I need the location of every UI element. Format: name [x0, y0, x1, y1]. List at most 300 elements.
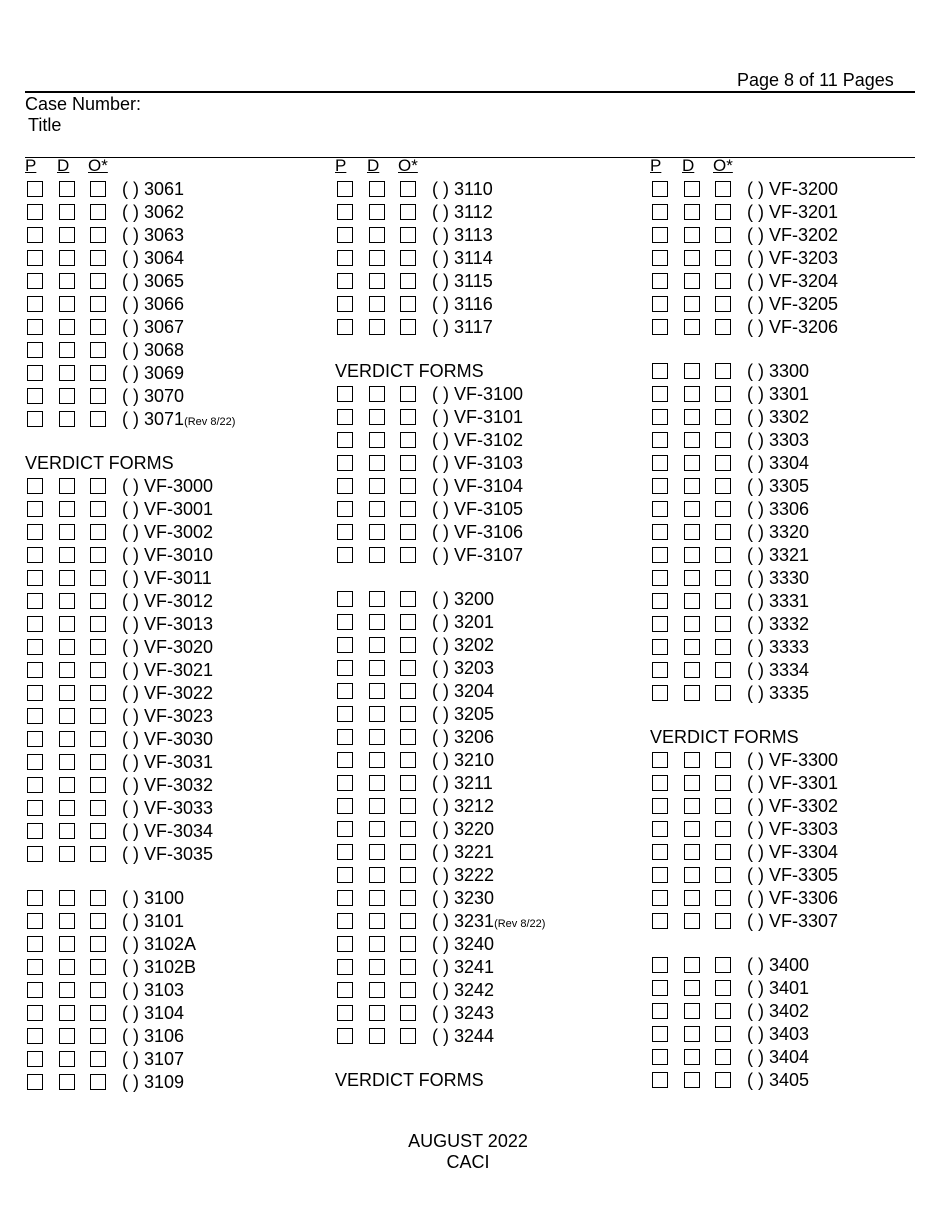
p-checkbox[interactable] — [27, 296, 43, 312]
selection-paren[interactable]: ( ) — [747, 476, 764, 496]
d-checkbox[interactable] — [684, 296, 700, 312]
d-checkbox[interactable] — [369, 660, 385, 676]
d-checkbox[interactable] — [684, 821, 700, 837]
p-checkbox[interactable] — [337, 250, 353, 266]
d-checkbox[interactable] — [684, 319, 700, 335]
d-checkbox[interactable] — [684, 639, 700, 655]
selection-paren[interactable]: ( ) — [122, 1026, 139, 1046]
d-checkbox[interactable] — [59, 823, 75, 839]
o-checkbox[interactable] — [400, 204, 416, 220]
selection-paren[interactable]: ( ) — [122, 911, 139, 931]
p-checkbox[interactable] — [652, 204, 668, 220]
selection-paren[interactable]: ( ) — [122, 844, 139, 864]
d-checkbox[interactable] — [684, 867, 700, 883]
p-checkbox[interactable] — [652, 181, 668, 197]
p-checkbox[interactable] — [652, 616, 668, 632]
o-checkbox[interactable] — [90, 982, 106, 998]
d-checkbox[interactable] — [59, 1005, 75, 1021]
selection-paren[interactable]: ( ) — [747, 773, 764, 793]
d-checkbox[interactable] — [369, 227, 385, 243]
selection-paren[interactable]: ( ) — [432, 727, 449, 747]
o-checkbox[interactable] — [90, 250, 106, 266]
o-checkbox[interactable] — [90, 662, 106, 678]
p-checkbox[interactable] — [652, 409, 668, 425]
o-checkbox[interactable] — [715, 455, 731, 471]
selection-paren[interactable]: ( ) — [747, 568, 764, 588]
d-checkbox[interactable] — [369, 982, 385, 998]
selection-paren[interactable]: ( ) — [432, 545, 449, 565]
p-checkbox[interactable] — [337, 455, 353, 471]
d-checkbox[interactable] — [59, 342, 75, 358]
d-checkbox[interactable] — [684, 890, 700, 906]
d-checkbox[interactable] — [369, 913, 385, 929]
selection-paren[interactable]: ( ) — [432, 476, 449, 496]
d-checkbox[interactable] — [59, 365, 75, 381]
o-checkbox[interactable] — [400, 913, 416, 929]
selection-paren[interactable]: ( ) — [122, 202, 139, 222]
p-checkbox[interactable] — [652, 752, 668, 768]
selection-paren[interactable]: ( ) — [122, 1072, 139, 1092]
selection-paren[interactable]: ( ) — [432, 796, 449, 816]
selection-paren[interactable]: ( ) — [747, 819, 764, 839]
selection-paren[interactable]: ( ) — [122, 683, 139, 703]
selection-paren[interactable]: ( ) — [432, 1026, 449, 1046]
selection-paren[interactable]: ( ) — [747, 499, 764, 519]
o-checkbox[interactable] — [90, 685, 106, 701]
d-checkbox[interactable] — [59, 890, 75, 906]
o-checkbox[interactable] — [715, 844, 731, 860]
o-checkbox[interactable] — [400, 591, 416, 607]
o-checkbox[interactable] — [400, 478, 416, 494]
p-checkbox[interactable] — [652, 227, 668, 243]
selection-paren[interactable]: ( ) — [432, 635, 449, 655]
o-checkbox[interactable] — [400, 386, 416, 402]
selection-paren[interactable]: ( ) — [747, 842, 764, 862]
selection-paren[interactable]: ( ) — [432, 248, 449, 268]
selection-paren[interactable]: ( ) — [747, 248, 764, 268]
p-checkbox[interactable] — [652, 319, 668, 335]
p-checkbox[interactable] — [27, 365, 43, 381]
selection-paren[interactable]: ( ) — [747, 978, 764, 998]
o-checkbox[interactable] — [400, 798, 416, 814]
o-checkbox[interactable] — [715, 980, 731, 996]
p-checkbox[interactable] — [27, 639, 43, 655]
o-checkbox[interactable] — [400, 273, 416, 289]
selection-paren[interactable]: ( ) — [747, 361, 764, 381]
o-checkbox[interactable] — [400, 821, 416, 837]
p-checkbox[interactable] — [337, 478, 353, 494]
selection-paren[interactable]: ( ) — [747, 637, 764, 657]
o-checkbox[interactable] — [715, 639, 731, 655]
o-checkbox[interactable] — [715, 319, 731, 335]
p-checkbox[interactable] — [27, 570, 43, 586]
d-checkbox[interactable] — [684, 181, 700, 197]
selection-paren[interactable]: ( ) — [747, 911, 764, 931]
p-checkbox[interactable] — [27, 204, 43, 220]
o-checkbox[interactable] — [90, 524, 106, 540]
p-checkbox[interactable] — [652, 524, 668, 540]
o-checkbox[interactable] — [400, 706, 416, 722]
o-checkbox[interactable] — [715, 524, 731, 540]
o-checkbox[interactable] — [400, 752, 416, 768]
selection-paren[interactable]: ( ) — [432, 225, 449, 245]
p-checkbox[interactable] — [652, 1026, 668, 1042]
d-checkbox[interactable] — [369, 204, 385, 220]
p-checkbox[interactable] — [652, 821, 668, 837]
p-checkbox[interactable] — [652, 455, 668, 471]
d-checkbox[interactable] — [684, 204, 700, 220]
o-checkbox[interactable] — [715, 913, 731, 929]
d-checkbox[interactable] — [369, 478, 385, 494]
d-checkbox[interactable] — [684, 616, 700, 632]
p-checkbox[interactable] — [337, 637, 353, 653]
o-checkbox[interactable] — [400, 1005, 416, 1021]
o-checkbox[interactable] — [90, 890, 106, 906]
o-checkbox[interactable] — [90, 204, 106, 220]
p-checkbox[interactable] — [27, 616, 43, 632]
p-checkbox[interactable] — [337, 204, 353, 220]
selection-paren[interactable]: ( ) — [122, 660, 139, 680]
selection-paren[interactable]: ( ) — [432, 179, 449, 199]
p-checkbox[interactable] — [27, 800, 43, 816]
selection-paren[interactable]: ( ) — [432, 407, 449, 427]
d-checkbox[interactable] — [684, 501, 700, 517]
p-checkbox[interactable] — [337, 729, 353, 745]
p-checkbox[interactable] — [27, 547, 43, 563]
selection-paren[interactable]: ( ) — [747, 384, 764, 404]
o-checkbox[interactable] — [715, 363, 731, 379]
p-checkbox[interactable] — [337, 591, 353, 607]
p-checkbox[interactable] — [27, 478, 43, 494]
p-checkbox[interactable] — [27, 846, 43, 862]
d-checkbox[interactable] — [59, 662, 75, 678]
selection-paren[interactable]: ( ) — [432, 294, 449, 314]
d-checkbox[interactable] — [369, 844, 385, 860]
selection-paren[interactable]: ( ) — [122, 522, 139, 542]
selection-paren[interactable]: ( ) — [747, 545, 764, 565]
p-checkbox[interactable] — [27, 913, 43, 929]
selection-paren[interactable]: ( ) — [122, 271, 139, 291]
p-checkbox[interactable] — [27, 273, 43, 289]
o-checkbox[interactable] — [90, 365, 106, 381]
p-checkbox[interactable] — [337, 501, 353, 517]
d-checkbox[interactable] — [59, 731, 75, 747]
p-checkbox[interactable] — [652, 957, 668, 973]
o-checkbox[interactable] — [90, 800, 106, 816]
o-checkbox[interactable] — [90, 823, 106, 839]
o-checkbox[interactable] — [715, 821, 731, 837]
o-checkbox[interactable] — [90, 616, 106, 632]
d-checkbox[interactable] — [369, 959, 385, 975]
p-checkbox[interactable] — [27, 411, 43, 427]
o-checkbox[interactable] — [90, 547, 106, 563]
d-checkbox[interactable] — [684, 593, 700, 609]
o-checkbox[interactable] — [715, 181, 731, 197]
d-checkbox[interactable] — [684, 227, 700, 243]
p-checkbox[interactable] — [652, 570, 668, 586]
selection-paren[interactable]: ( ) — [747, 683, 764, 703]
p-checkbox[interactable] — [337, 1028, 353, 1044]
p-checkbox[interactable] — [337, 706, 353, 722]
selection-paren[interactable]: ( ) — [122, 980, 139, 1000]
o-checkbox[interactable] — [90, 342, 106, 358]
d-checkbox[interactable] — [59, 250, 75, 266]
o-checkbox[interactable] — [90, 570, 106, 586]
selection-paren[interactable]: ( ) — [747, 294, 764, 314]
o-checkbox[interactable] — [715, 227, 731, 243]
o-checkbox[interactable] — [90, 959, 106, 975]
o-checkbox[interactable] — [715, 867, 731, 883]
o-checkbox[interactable] — [90, 273, 106, 289]
selection-paren[interactable]: ( ) — [122, 294, 139, 314]
selection-paren[interactable]: ( ) — [122, 637, 139, 657]
o-checkbox[interactable] — [400, 547, 416, 563]
d-checkbox[interactable] — [369, 386, 385, 402]
o-checkbox[interactable] — [400, 959, 416, 975]
o-checkbox[interactable] — [400, 432, 416, 448]
selection-paren[interactable]: ( ) — [122, 499, 139, 519]
selection-paren[interactable]: ( ) — [747, 453, 764, 473]
d-checkbox[interactable] — [369, 936, 385, 952]
selection-paren[interactable]: ( ) — [122, 386, 139, 406]
selection-paren[interactable]: ( ) — [122, 409, 139, 429]
d-checkbox[interactable] — [369, 524, 385, 540]
o-checkbox[interactable] — [400, 524, 416, 540]
o-checkbox[interactable] — [715, 204, 731, 220]
p-checkbox[interactable] — [337, 1005, 353, 1021]
d-checkbox[interactable] — [59, 777, 75, 793]
p-checkbox[interactable] — [337, 409, 353, 425]
o-checkbox[interactable] — [715, 1003, 731, 1019]
p-checkbox[interactable] — [337, 798, 353, 814]
d-checkbox[interactable] — [59, 570, 75, 586]
d-checkbox[interactable] — [684, 844, 700, 860]
d-checkbox[interactable] — [684, 913, 700, 929]
selection-paren[interactable]: ( ) — [747, 660, 764, 680]
selection-paren[interactable]: ( ) — [122, 591, 139, 611]
d-checkbox[interactable] — [59, 639, 75, 655]
p-checkbox[interactable] — [27, 593, 43, 609]
selection-paren[interactable]: ( ) — [122, 568, 139, 588]
o-checkbox[interactable] — [715, 593, 731, 609]
o-checkbox[interactable] — [400, 227, 416, 243]
selection-paren[interactable]: ( ) — [747, 591, 764, 611]
o-checkbox[interactable] — [400, 775, 416, 791]
p-checkbox[interactable] — [27, 823, 43, 839]
p-checkbox[interactable] — [337, 936, 353, 952]
p-checkbox[interactable] — [337, 913, 353, 929]
p-checkbox[interactable] — [27, 754, 43, 770]
o-checkbox[interactable] — [90, 227, 106, 243]
p-checkbox[interactable] — [27, 959, 43, 975]
d-checkbox[interactable] — [59, 501, 75, 517]
selection-paren[interactable]: ( ) — [432, 980, 449, 1000]
p-checkbox[interactable] — [652, 1049, 668, 1065]
selection-paren[interactable]: ( ) — [747, 614, 764, 634]
d-checkbox[interactable] — [684, 432, 700, 448]
p-checkbox[interactable] — [337, 982, 353, 998]
selection-paren[interactable]: ( ) — [122, 340, 139, 360]
p-checkbox[interactable] — [337, 660, 353, 676]
selection-paren[interactable]: ( ) — [432, 819, 449, 839]
p-checkbox[interactable] — [652, 639, 668, 655]
p-checkbox[interactable] — [652, 273, 668, 289]
d-checkbox[interactable] — [684, 478, 700, 494]
selection-paren[interactable]: ( ) — [122, 545, 139, 565]
o-checkbox[interactable] — [90, 936, 106, 952]
o-checkbox[interactable] — [400, 844, 416, 860]
p-checkbox[interactable] — [337, 273, 353, 289]
o-checkbox[interactable] — [90, 1005, 106, 1021]
p-checkbox[interactable] — [337, 432, 353, 448]
o-checkbox[interactable] — [400, 319, 416, 335]
p-checkbox[interactable] — [27, 936, 43, 952]
o-checkbox[interactable] — [90, 411, 106, 427]
p-checkbox[interactable] — [652, 913, 668, 929]
p-checkbox[interactable] — [652, 798, 668, 814]
o-checkbox[interactable] — [715, 752, 731, 768]
selection-paren[interactable]: ( ) — [747, 407, 764, 427]
o-checkbox[interactable] — [90, 319, 106, 335]
selection-paren[interactable]: ( ) — [432, 271, 449, 291]
selection-paren[interactable]: ( ) — [122, 934, 139, 954]
d-checkbox[interactable] — [59, 296, 75, 312]
d-checkbox[interactable] — [684, 524, 700, 540]
d-checkbox[interactable] — [369, 1028, 385, 1044]
p-checkbox[interactable] — [27, 1074, 43, 1090]
d-checkbox[interactable] — [684, 386, 700, 402]
d-checkbox[interactable] — [369, 614, 385, 630]
selection-paren[interactable]: ( ) — [122, 179, 139, 199]
d-checkbox[interactable] — [684, 685, 700, 701]
p-checkbox[interactable] — [27, 731, 43, 747]
d-checkbox[interactable] — [59, 478, 75, 494]
p-checkbox[interactable] — [652, 363, 668, 379]
p-checkbox[interactable] — [27, 662, 43, 678]
o-checkbox[interactable] — [400, 181, 416, 197]
o-checkbox[interactable] — [400, 890, 416, 906]
selection-paren[interactable]: ( ) — [432, 773, 449, 793]
o-checkbox[interactable] — [400, 455, 416, 471]
p-checkbox[interactable] — [337, 752, 353, 768]
selection-paren[interactable]: ( ) — [122, 317, 139, 337]
selection-paren[interactable]: ( ) — [432, 681, 449, 701]
d-checkbox[interactable] — [59, 754, 75, 770]
selection-paren[interactable]: ( ) — [747, 888, 764, 908]
d-checkbox[interactable] — [59, 846, 75, 862]
selection-paren[interactable]: ( ) — [122, 775, 139, 795]
o-checkbox[interactable] — [400, 729, 416, 745]
selection-paren[interactable]: ( ) — [432, 522, 449, 542]
o-checkbox[interactable] — [715, 685, 731, 701]
d-checkbox[interactable] — [369, 455, 385, 471]
d-checkbox[interactable] — [369, 867, 385, 883]
o-checkbox[interactable] — [90, 388, 106, 404]
selection-paren[interactable]: ( ) — [747, 955, 764, 975]
selection-paren[interactable]: ( ) — [122, 1003, 139, 1023]
o-checkbox[interactable] — [715, 409, 731, 425]
p-checkbox[interactable] — [652, 685, 668, 701]
selection-paren[interactable]: ( ) — [747, 202, 764, 222]
o-checkbox[interactable] — [90, 846, 106, 862]
selection-paren[interactable]: ( ) — [747, 1070, 764, 1090]
selection-paren[interactable]: ( ) — [122, 888, 139, 908]
selection-paren[interactable]: ( ) — [122, 363, 139, 383]
selection-paren[interactable]: ( ) — [432, 888, 449, 908]
p-checkbox[interactable] — [337, 683, 353, 699]
d-checkbox[interactable] — [684, 570, 700, 586]
p-checkbox[interactable] — [337, 227, 353, 243]
p-checkbox[interactable] — [27, 982, 43, 998]
o-checkbox[interactable] — [400, 683, 416, 699]
selection-paren[interactable]: ( ) — [747, 1024, 764, 1044]
o-checkbox[interactable] — [90, 1028, 106, 1044]
o-checkbox[interactable] — [715, 775, 731, 791]
p-checkbox[interactable] — [652, 1003, 668, 1019]
p-checkbox[interactable] — [652, 250, 668, 266]
selection-paren[interactable]: ( ) — [432, 865, 449, 885]
d-checkbox[interactable] — [59, 181, 75, 197]
d-checkbox[interactable] — [684, 752, 700, 768]
p-checkbox[interactable] — [337, 296, 353, 312]
d-checkbox[interactable] — [684, 455, 700, 471]
selection-paren[interactable]: ( ) — [432, 658, 449, 678]
o-checkbox[interactable] — [715, 432, 731, 448]
p-checkbox[interactable] — [337, 524, 353, 540]
p-checkbox[interactable] — [652, 296, 668, 312]
selection-paren[interactable]: ( ) — [122, 1049, 139, 1069]
d-checkbox[interactable] — [369, 798, 385, 814]
selection-paren[interactable]: ( ) — [432, 1003, 449, 1023]
d-checkbox[interactable] — [59, 800, 75, 816]
d-checkbox[interactable] — [59, 708, 75, 724]
o-checkbox[interactable] — [400, 637, 416, 653]
d-checkbox[interactable] — [369, 637, 385, 653]
d-checkbox[interactable] — [369, 273, 385, 289]
d-checkbox[interactable] — [369, 706, 385, 722]
d-checkbox[interactable] — [369, 409, 385, 425]
d-checkbox[interactable] — [684, 980, 700, 996]
d-checkbox[interactable] — [684, 798, 700, 814]
d-checkbox[interactable] — [59, 982, 75, 998]
selection-paren[interactable]: ( ) — [432, 934, 449, 954]
selection-paren[interactable]: ( ) — [432, 202, 449, 222]
d-checkbox[interactable] — [684, 273, 700, 289]
d-checkbox[interactable] — [684, 1072, 700, 1088]
p-checkbox[interactable] — [652, 386, 668, 402]
p-checkbox[interactable] — [27, 501, 43, 517]
d-checkbox[interactable] — [59, 1051, 75, 1067]
d-checkbox[interactable] — [59, 593, 75, 609]
selection-paren[interactable]: ( ) — [432, 453, 449, 473]
o-checkbox[interactable] — [715, 250, 731, 266]
p-checkbox[interactable] — [337, 614, 353, 630]
o-checkbox[interactable] — [90, 754, 106, 770]
p-checkbox[interactable] — [27, 250, 43, 266]
o-checkbox[interactable] — [715, 1026, 731, 1042]
p-checkbox[interactable] — [652, 547, 668, 563]
o-checkbox[interactable] — [90, 708, 106, 724]
selection-paren[interactable]: ( ) — [122, 752, 139, 772]
o-checkbox[interactable] — [715, 273, 731, 289]
d-checkbox[interactable] — [369, 296, 385, 312]
d-checkbox[interactable] — [59, 547, 75, 563]
d-checkbox[interactable] — [59, 273, 75, 289]
d-checkbox[interactable] — [369, 683, 385, 699]
d-checkbox[interactable] — [684, 957, 700, 973]
selection-paren[interactable]: ( ) — [747, 225, 764, 245]
d-checkbox[interactable] — [59, 388, 75, 404]
